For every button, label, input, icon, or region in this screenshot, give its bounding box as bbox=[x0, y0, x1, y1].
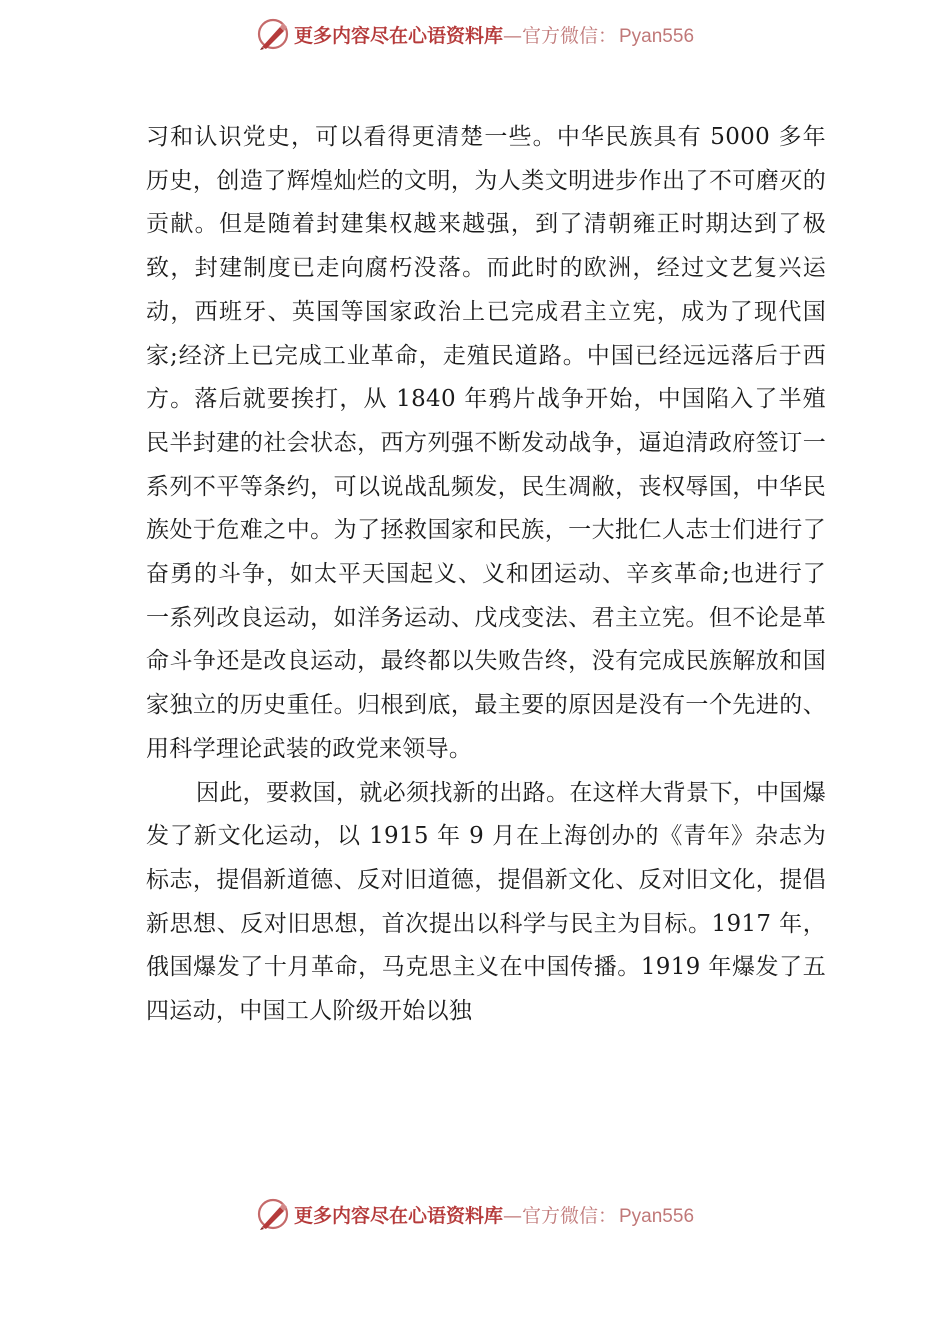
header-banner bbox=[0, 14, 950, 54]
footer-wechat-label: 官方微信： bbox=[521, 1204, 617, 1227]
header-site-name: 更多内容尽在心语资料库 bbox=[293, 24, 503, 47]
footer-site-name: 更多内容尽在心语资料库 bbox=[293, 1204, 503, 1227]
footer-dash: — bbox=[502, 1204, 522, 1227]
pen-logo-icon bbox=[256, 1197, 290, 1231]
header-wechat-label: 官方微信： bbox=[521, 24, 617, 47]
paragraph-2: 因此，要救国，就必须找新的出路。在这样大背景下，中国爆发了新文化运动，以 1915 年 9 月在上海创办的《青年》杂志为标志，提倡新道德、反对旧道德，提倡新文化、反对旧文化，提倡新思想、反对旧思想，首次提出以科学与民主为目标。1917 年，俄国爆发了十月革命，马克思主义在中国传播。1919 年爆发了五四运动，中国工人阶级开始以独 bbox=[146, 779, 826, 1025]
paragraph-1: 习和认识党史，可以看得更清楚一些。中华民族具有 5000 多年历史，创造了辉煌灿烂的文明，为人类文明进步作出了不可磨灭的贡献。但是随着封建集权越来越强，到了清朝雍正时期达到了极致，封建制度已走向腐朽没落。而此时的欧洲，经过文艺复兴运动，西班牙、英国等国家政治上已完成君主立宪，成为了现代国家;经济上已完成工业革命，走殖民道路。中国已经远远落后于西方。落后就要挨打，从 1840 年鸦片战争开始，中国陷入了半殖民半封建的社会状态，西方列强不断发动战争，逼迫清政府签订一系列不平等条约，可以说战乱频发，民生凋敝，丧权辱国，中华民族处于危难之中。为了拯救国家和民族，一大批仁人志士们进行了奋勇的斗争，如太平天国起义、义和团运动、辛亥革命;也进行了一系列改良运动，如洋务运动、戊戌变法、君主立宪。但不论是革命斗争还是改良运动，最终都以失败告终，没有完成民族解放和国家独立的历史重任。归根到底，最主要的原因是没有一个先进的、用科学理论武装的政党来领导。 bbox=[146, 124, 826, 762]
footer-wechat-id: Pyan556 bbox=[619, 1205, 695, 1227]
header-wechat-id: Pyan556 bbox=[619, 25, 695, 47]
header-dash: — bbox=[502, 24, 522, 47]
pen-logo-icon bbox=[256, 17, 290, 51]
footer-banner bbox=[0, 1194, 950, 1234]
document-body bbox=[146, 116, 826, 1034]
